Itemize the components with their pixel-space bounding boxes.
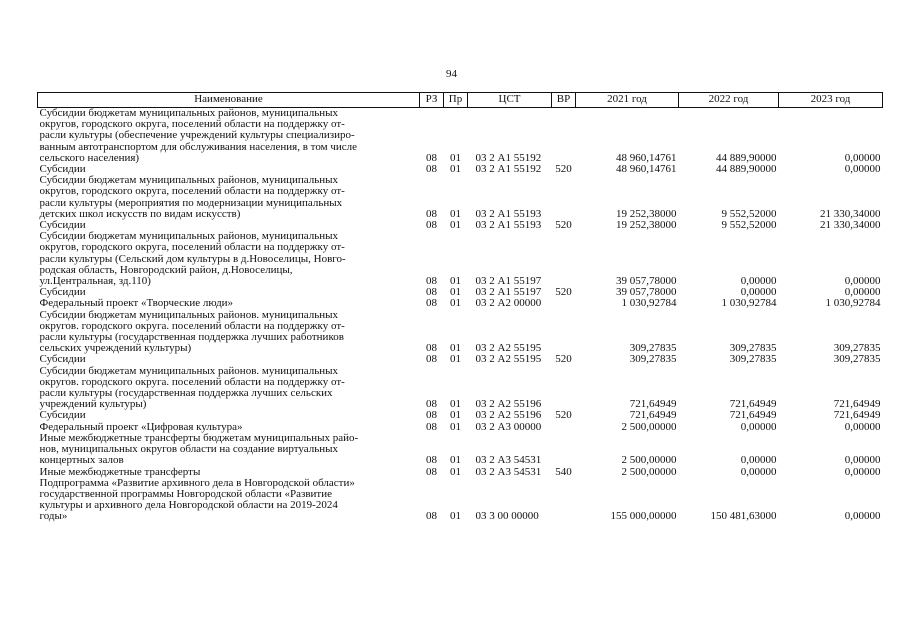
cell-2022: 150 481,63000 [710, 510, 777, 523]
col-header-rz: РЗ [420, 93, 444, 108]
cell-2022: 44 889,90000 [716, 151, 777, 164]
cell-cst: 03 2 А2 00000 [475, 297, 542, 310]
cell-2022: 721,64949 [729, 398, 777, 411]
cell-rz: 08 [426, 465, 437, 478]
cell-rz: 08 [426, 163, 437, 176]
cell-cst: 03 2 А1 55192 [475, 163, 542, 176]
table-row [38, 354, 883, 365]
cell-cst: 03 2 А1 55193 [475, 207, 542, 220]
cell-2023: 721,64949 [833, 409, 881, 422]
cell-2022: 0,00000 [740, 465, 777, 478]
cell-vr: 540 [555, 465, 572, 478]
cell-name: Субсидии бюджетам муниципальных районов, муниципальных округов, городского округа, поселений области на поддержку от- расли культуры (Сельский дом культуры в д.Новоселицы, Новго- родская область, Новгородский район, д.Новоселицы, ул.Центральная, зд.110) [39, 230, 346, 288]
col-header-2023: 2023 год [779, 93, 883, 108]
cell-2022: 0,00000 [740, 420, 777, 433]
col-header-cst: ЦСТ [468, 93, 552, 108]
cell-name: Субсидии бюджетам муниципальных районов, муниципальных округов, городского округа, поселений области на поддержку от- расли культуры (обеспечение учреждений культуры специализиро- ванным автотранспортом для обслуживания населения, в том числе сельского населения) [39, 107, 357, 164]
cell-rz: 08 [426, 297, 437, 310]
cell-cst: 03 2 А2 55195 [475, 353, 542, 366]
cell-2021: 19 252,38000 [616, 219, 677, 232]
cell-2021: 39 057,78000 [616, 286, 677, 299]
cell-pr: 01 [450, 342, 461, 355]
cell-2023: 1 030,92784 [825, 297, 881, 310]
cell-rz: 08 [426, 454, 437, 467]
cell-pr: 01 [450, 151, 461, 164]
cell-pr: 01 [450, 420, 461, 433]
cell-2023: 21 330,34000 [820, 207, 881, 220]
cell-rz: 08 [426, 398, 437, 411]
table-row [38, 231, 883, 287]
cell-2022: 9 552,52000 [721, 219, 777, 232]
cell-rz: 08 [426, 510, 437, 523]
cell-2022: 0,00000 [740, 275, 777, 288]
cell-name: Субсидии [39, 163, 86, 176]
cell-vr [552, 433, 576, 467]
table-row [38, 478, 883, 523]
col-header-2022: 2022 год [679, 93, 779, 108]
cell-cst: 03 3 00 00000 [475, 510, 539, 523]
cell-name: Федеральный проект «Творческие люди» [39, 297, 234, 310]
col-header-2021: 2021 год [576, 93, 679, 108]
cell-name: Подпрограмма «Развитие архивного дела в Новгородской области» государственной программы Новгородской области «Развитие культуры и архивного дела Новгородской области на 2019-2024 годы» [39, 476, 355, 523]
cell-2023: 0,00000 [844, 286, 881, 299]
col-header-pr: Пр [444, 93, 468, 108]
cell-vr [552, 108, 576, 165]
cell-cst: 03 2 А3 54531 [475, 454, 542, 467]
cell-vr [552, 366, 576, 411]
cell-2021: 2 500,00000 [621, 420, 677, 433]
table-row [38, 433, 883, 467]
cell-cst: 03 2 А1 55192 [475, 151, 542, 164]
cell-name: Субсидии бюджетам муниципальных районов. муниципальных округов. городского округа. поселений области на поддержку от- расли культуры (государственная поддержка лучших работников сельских учреждений культуры) [39, 308, 345, 355]
cell-2023: 21 330,34000 [820, 219, 881, 232]
cell-name: Субсидии [39, 219, 86, 232]
table-row [38, 310, 883, 355]
cell-cst: 03 2 А3 00000 [475, 420, 542, 433]
cell-name: Субсидии бюджетам муниципальных районов. муниципальных округов. городского округа. поселений области на поддержку от- расли культуры (государственная поддержка лучших сельских учреждений культуры) [39, 364, 345, 411]
cell-vr: 520 [555, 286, 572, 299]
cell-pr: 01 [450, 219, 461, 232]
cell-vr [552, 310, 576, 355]
cell-pr: 01 [450, 286, 461, 299]
cell-rz: 08 [426, 353, 437, 366]
cell-cst: 03 2 А2 55196 [475, 398, 542, 411]
cell-rz: 08 [426, 275, 437, 288]
cell-2021: 48 960,14761 [616, 151, 677, 164]
col-header-name: Наименование [38, 93, 420, 108]
cell-2023: 0,00000 [844, 454, 881, 467]
cell-rz: 08 [426, 420, 437, 433]
cell-rz: 08 [426, 207, 437, 220]
cell-pr: 01 [450, 510, 461, 523]
cell-name: Субсидии [39, 409, 86, 422]
cell-name: Субсидии бюджетам муниципальных районов, муниципальных округов, городского округа, поселений области на поддержку от- расли культуры (мероприятия по модернизации муниципальных детских школ искусств по видам искусств) [39, 174, 345, 220]
cell-cst: 03 2 А1 55197 [475, 275, 542, 288]
cell-cst: 03 2 А1 55193 [475, 219, 542, 232]
cell-rz: 08 [426, 409, 437, 422]
cell-vr: 520 [555, 219, 572, 232]
cell-cst: 03 2 А2 55195 [475, 342, 542, 355]
cell-2023: 309,27835 [833, 353, 881, 366]
cell-name: Иные межбюджетные трансферты [39, 465, 201, 478]
cell-vr: 520 [555, 163, 572, 176]
table-row [38, 175, 883, 220]
cell-2023: 0,00000 [844, 465, 881, 478]
cell-vr [552, 478, 576, 523]
cell-2021: 39 057,78000 [616, 275, 677, 288]
cell-cst: 03 2 А1 55197 [475, 286, 542, 299]
cell-pr: 01 [450, 163, 461, 176]
cell-2022: 1 030,92784 [721, 297, 777, 310]
cell-2021: 309,27835 [629, 342, 677, 355]
cell-2023: 721,64949 [833, 398, 881, 411]
cell-2021: 2 500,00000 [621, 454, 677, 467]
cell-pr: 01 [450, 465, 461, 478]
table-row [38, 410, 883, 421]
cell-rz: 08 [426, 151, 437, 164]
cell-2021: 1 030,92784 [621, 297, 677, 310]
cell-2023: 0,00000 [844, 151, 881, 164]
cell-2021: 309,27835 [629, 353, 677, 366]
cell-2021: 721,64949 [629, 398, 677, 411]
cell-name: Иные межбюджетные трансферты бюджетам муниципальных райо- нов, муниципальных округов области на создание виртуальных концертных залов [39, 431, 359, 467]
cell-cst: 03 2 А3 54531 [475, 465, 542, 478]
cell-2022: 0,00000 [740, 454, 777, 467]
header-row [38, 93, 883, 108]
cell-2022: 44 889,90000 [716, 163, 777, 176]
cell-2023: 0,00000 [844, 510, 881, 523]
cell-pr: 01 [450, 353, 461, 366]
cell-rz: 08 [426, 286, 437, 299]
cell-2023: 309,27835 [833, 342, 881, 355]
cell-pr: 01 [450, 409, 461, 422]
cell-pr: 01 [450, 207, 461, 220]
cell-cst: 03 2 А2 55196 [475, 409, 542, 422]
cell-rz: 08 [426, 219, 437, 232]
cell-vr [552, 231, 576, 287]
cell-2021: 19 252,38000 [616, 207, 677, 220]
budget-table [37, 92, 883, 523]
col-header-vr: ВР [552, 93, 576, 108]
cell-pr: 01 [450, 398, 461, 411]
cell-2021: 2 500,00000 [621, 465, 677, 478]
cell-2022: 0,00000 [740, 286, 777, 299]
table-row [38, 298, 883, 309]
cell-pr: 01 [450, 297, 461, 310]
cell-2021: 721,64949 [629, 409, 677, 422]
cell-2022: 309,27835 [729, 353, 777, 366]
cell-2023: 0,00000 [844, 275, 881, 288]
cell-2022: 309,27835 [729, 342, 777, 355]
cell-2021: 155 000,00000 [610, 510, 677, 523]
cell-name: Субсидии [39, 286, 86, 299]
cell-2023: 0,00000 [844, 163, 881, 176]
cell-2022: 9 552,52000 [721, 207, 777, 220]
cell-pr: 01 [450, 454, 461, 467]
cell-2023: 0,00000 [844, 420, 881, 433]
cell-vr [552, 422, 576, 433]
cell-vr: 520 [555, 353, 572, 366]
cell-vr: 520 [555, 409, 572, 422]
cell-name: Субсидии [39, 353, 86, 366]
cell-2022: 721,64949 [729, 409, 777, 422]
cell-2021: 48 960,14761 [616, 163, 677, 176]
cell-vr [552, 298, 576, 309]
cell-pr: 01 [450, 275, 461, 288]
page-number: 94 [446, 68, 457, 80]
table-row [38, 108, 883, 165]
cell-name: Федеральный проект «Цифровая культура» [39, 420, 243, 433]
cell-rz: 08 [426, 342, 437, 355]
table-row [38, 366, 883, 411]
cell-vr [552, 175, 576, 220]
